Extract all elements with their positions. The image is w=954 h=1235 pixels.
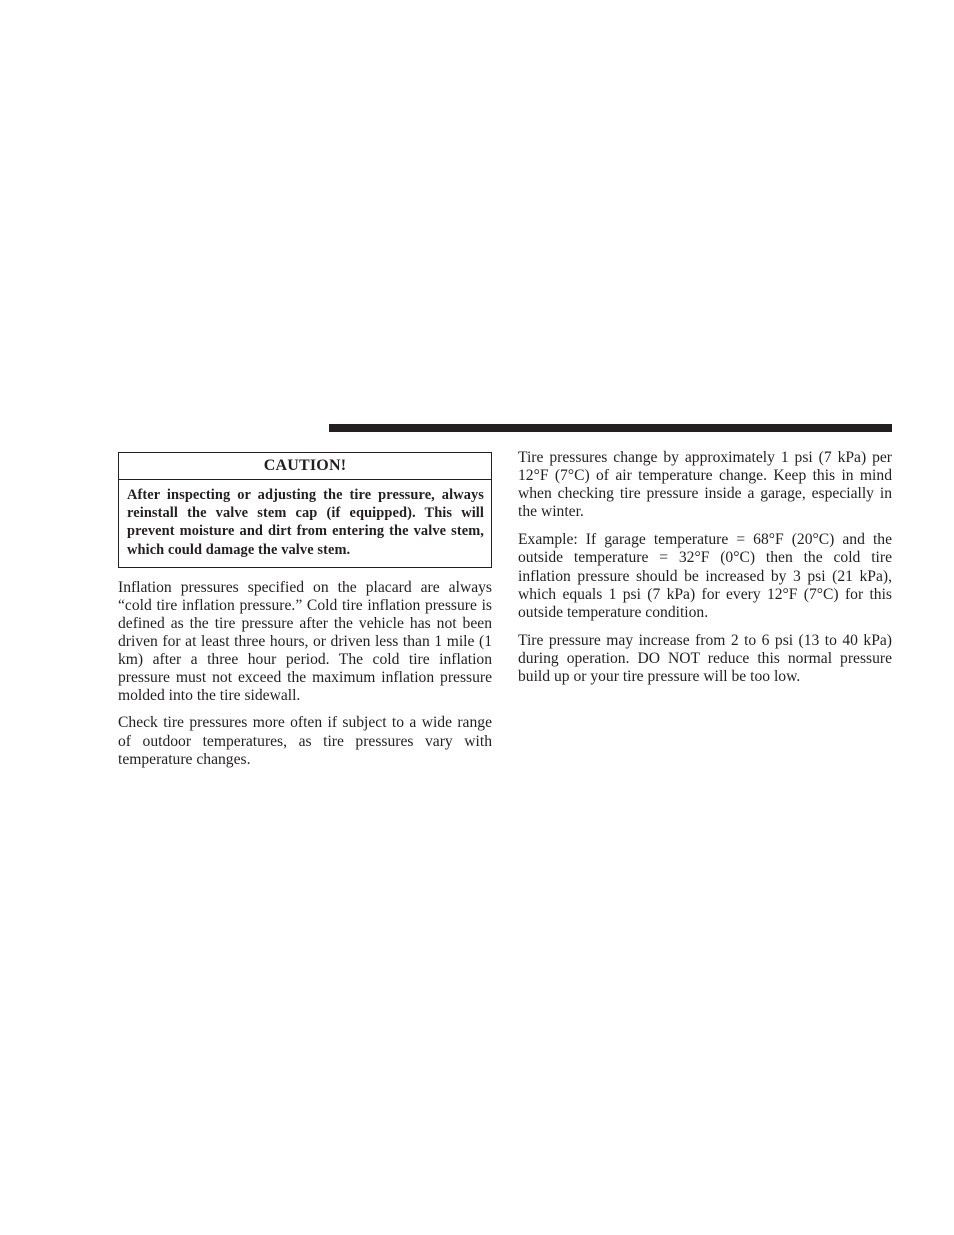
paragraph-example: Example: If garage temperature = 68°F (20°C) and the outside temperature = 32°F (0°C) then the cold tire inflation pressure should be increased by 3 psi (21 kPa), which equals 1 psi (7 kPa) for every 12°F (7°C) for this outside temperature condition. xyxy=(518,531,892,621)
section-header-rule xyxy=(329,424,892,432)
caution-box xyxy=(118,452,492,568)
paragraph-cold-inflation: Inflation pressures specified on the placard are always “cold tire inflation pressure.” Cold tire inflation pressure is defined as the tire pressure after the vehicle has not been driven for at least three hours, or driven less than 1 mile (1 km) after a three hour period. The cold tire inflation pressure must not exceed the maximum inflation pressure molded into the tire sidewall. xyxy=(118,578,492,705)
caution-body: After inspecting or adjusting the tire pressure, always reinstall the valve stem cap (if equipped). This will prevent moisture and dirt from entering the valve stem, which could damage the valve stem. xyxy=(127,487,484,558)
paragraph-operating-increase: Tire pressure may increase from 2 to 6 psi (13 to 40 kPa) during operation. DO NOT reduce this normal pressure build up or your tire pressure will be too low. xyxy=(518,631,892,686)
paragraph-check-often: Check tire pressures more often if subject to a wide range of outdoor temperatures, as tire pressures vary with temperature changes. xyxy=(118,714,492,768)
paragraph-temperature-change: Tire pressures change by approximately 1 psi (7 kPa) per 12°F (7°C) of air temperature change. Keep this in mind when checking tire pressure inside a garage, especially in the winter. xyxy=(518,449,892,521)
right-column xyxy=(518,449,892,686)
caution-title: CAUTION! xyxy=(119,453,491,480)
left-column xyxy=(118,452,492,769)
